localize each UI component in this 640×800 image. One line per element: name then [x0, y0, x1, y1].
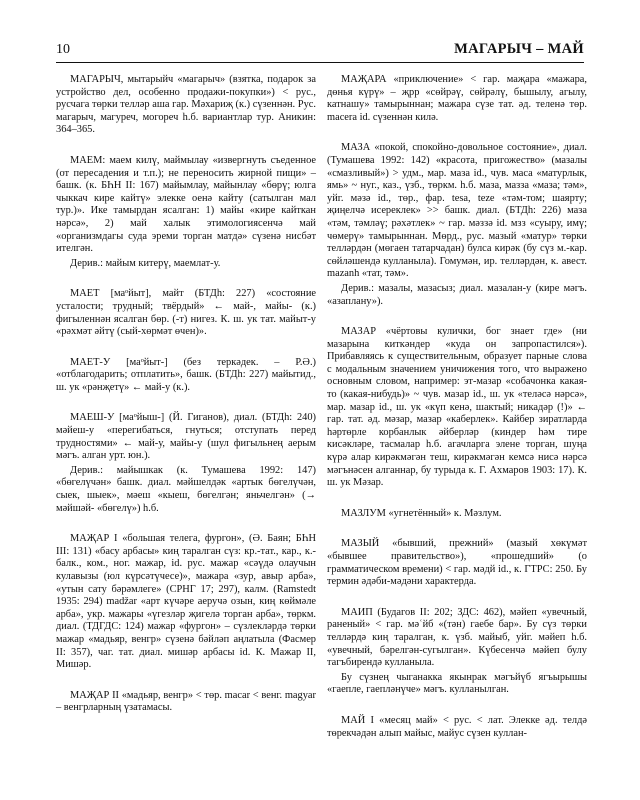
entry-text: МАҖАР II «мадьяр, венгр» < төр. macar < венг. magyar – венгрларның үзатамасы. — [56, 689, 316, 714]
page-header — [56, 40, 584, 63]
entry-maesh-u — [56, 412, 316, 515]
entry-maip — [327, 607, 587, 697]
entry-maza — [327, 142, 587, 308]
entry-text: МАГАРЫЧ, мытарыйч «магарыч» (взятка, подарок за устройство дел, особенно продажи-покупки») < рус., русчага төрки телләр аша гар. Мәхариҗ (к.) сүзеннән. Рус. магарыч, магуреч, могореч һ.б. вариантлар тур. Аникин: 364–365. — [56, 74, 316, 136]
entry-mazhar-1 — [56, 533, 316, 672]
entry-maet — [56, 288, 316, 338]
entry-derivation: Дерив.: майым китерү, маемлат-у. — [70, 257, 221, 269]
entry-text: МАЕТ [маᵒйыт], майт (БТДһ: 227) «состояние усталости; трудный; твёрдый» ← май-, майы- (к.) фигыленнән ясалган бөр. (-т) нигез. К. ш. ук тат. майыт-у «рәхмәт әйтү (сый-хөрмәт өчен)». — [56, 288, 316, 338]
entry-mazar — [327, 326, 587, 490]
entry-mazlum — [327, 508, 587, 521]
entry-text: МАИП (Будагов II: 202; ЗДС: 462), мәйеп «увечный, раненый» < гар. мәʿйб «(тән) гаебе бар». Бу сүз төрки телләрдә киң таралган, к. үзб. майыб, уйг. мәйеп һ.б. «увечный, бәрелгән-сугылган». Күбесенчә мәйеп булу тагъбирендә кулланыла. — [327, 606, 587, 669]
entry-text: МАЗАР «чёртовы кулички, бог знает где» (ни мазарына киткәндер «куда он запропастился»). Прибавляясь к существительным, образует парные слова с модальным значением уничижения того, что выражено основным словом, например: эт-мазар «собачонка какая-то (какая-нибудь)» ~ чув. мазар id., ш. ук «теләсә нәрсә», мар. мазар id., ш. ук «күп кенә, шактый; никадәр (!)» ← гар. тат. әд. мәзар, мазар «каберлек». Кайбер зиратларда һәртөрле корбанлык әйберләр (киндер һәм тире кисәкләре, тасмалар һ.б. агачларга элене торган, шуңа күрә алар кирәкмәгән теш, кирәкмәгән кемсә нисә нәрсә мәгънәсен алганнар, бу турыда к. Г. Ахмаров 1903: 17). К. ш. ук Мәзар. — [327, 326, 587, 489]
entry-text: МАЕШ-У [маᵒйыш-] (Й. Гиганов), диал. (БТДһ: 240) мәйеш-у «перегибаться, гнуться; отступать перед трудностями» ← май-у, майы-у (шул фигыльнең аерым мәгъ. алган урт. юн.). — [56, 412, 316, 462]
entry-maem — [56, 155, 316, 270]
entry-text: МАЗА «покой, спокойно-довольное состояние», диал. (Тумашева 1992: 142) «красота, пригожество» (мазалы «смазливый») > удм., мар. маза id., чув. маса «матурлык, ямь» ~ нуг., каз., үзб., төркм. һ.б. маза, мазза «маза; тәм», уйг. мәзә id., төр., фар. tesa, teze «тәм-том; шаярту; җиңелчә исереклек» >> башк. диал. (БТДһ: 226) маза «тәм, тәмләү; рәхәтлек» ~ гар. мәззә id. мзз «суыру, имү; чөмерү» тамырыннан. Мөрд., рус. мазый «матур» төрки телләрдән (мөгаен татарчадан) булса кирәк (бу сүз м.-кар. сөйләшендә кулланыла). Гомумән, ир. телләрдән, к. авест. mazanh «тат, тәм». — [327, 142, 587, 280]
entry-derivation: Дерив.: мазалы, мазасыз; диал. мазалан-у (кире мәгъ. «азаплану»). — [327, 282, 587, 307]
entry-text: МАҖАРА «приключение» < гар. маҗара «мажара, дөнья күрү» – җрр «сөйрәү, сөйрәлү, бышылу, агылу, катнашу» тамырыннан; мажара сүзе тат. әд. теленә төр. macera id. сүзеннән килә. — [327, 74, 587, 123]
entry-derivation: Дерив.: майышкак (к. Тумашева 1992: 147) «бөгелүчән» башк. диал. мәйшелдәк «артык бөгелүчән, сыек, шыек», мәеш «кыеш, бөгелгән; яньчелгән» (→ мәйшәй- «бөгелү») һ.б. — [56, 464, 316, 514]
running-title: МАГАРЫЧ – МАЙ — [454, 41, 584, 57]
entry-text: МАЙ I «месяц май» < рус. < лат. Элекке әд. телдә төрекчәдән алып майыс, майус сүзен куллан- — [327, 714, 587, 739]
entry-mazhara — [327, 74, 587, 124]
entry-magarych — [56, 74, 316, 137]
entry-maziy — [327, 538, 587, 588]
entry-maet-u — [56, 357, 316, 395]
entry-text: МАҖАР I «большая телега, фургон», (Ә. Баян; БҺН III: 131) «басу арбасы» киң таралган сүз: кр.-тат., кар., к.-балк., ком., ног. мажар, id. рус. мажар «сәүдә олаучын кулавызы (юл күрсәтүчесе)», мажара «зур, авыр арба», «утын сату бәрәмлеге» (СРНГ 17; 297), калм. (Ramstedt 1935: 294) madžar «арт күчәре аеручә озын, киң көймәле арба», укр. мажары «үгезләр җигелә торган арба», төркм. диал. (ТДГДС: 124) мажар «фургон» – сүзлекләрдә төрки мажар «мадьяр, венгр» сүзенә бәйләп аңлатыла (Фасмер II: 357), чаг. тат. диал. мишәр арбасы id. К. Мажар II, Мишәр. — [56, 533, 316, 671]
entry-text: МАЗЫЙ «бывший, прежний» (мазый хөкүмәт «бывшее правительство»), «прошедший» (о грамматическом времени) < гар. мәдй id., к. ГТРС: 250. Бу термин әдәби-мәдәни характерда. — [327, 538, 587, 588]
entry-mazhar-2 — [56, 690, 316, 715]
entry-text: МАЗЛУМ «угнетённый» к. Мәзлум. — [341, 507, 502, 519]
entry-text: МАЕТ-У [маᵒйыт-] (без теркәдек. – Р.Ә.) «отблагодарить; отплатить», башк. (БТДһ: 227) майытид., ш. ук «рәнҗетү» ← май-у (к.). — [56, 356, 316, 393]
left-column — [56, 74, 316, 733]
entry-derivation: Бу сүзнең чыганакка якынрак мәгъйүб ягъырышы «гаепле, гаепләнүче» мәгъ. кулланылган. — [327, 671, 587, 696]
entry-may-1 — [327, 715, 587, 740]
entry-text: МАЕМ: маем килү, маймылау «извергнуть съеденное (от пересадения и т.п.); не переносить жирной пищи» – башк. (к. БҺН II: 167) майымлау, майынлау «бөрү; юлга чыккач кире кайтү» элекке оенә кайту (сатылган мал тур.)». Ике тамырдан ясалган: 1) майы «кире кайткан нәрсә», 2) май халык этимологиясенчә май «организмдагы суда эреми торган матдә» сүзенә нисбәт ителгән. — [56, 154, 316, 255]
right-column — [327, 74, 587, 758]
page-number: 10 — [56, 42, 70, 57]
